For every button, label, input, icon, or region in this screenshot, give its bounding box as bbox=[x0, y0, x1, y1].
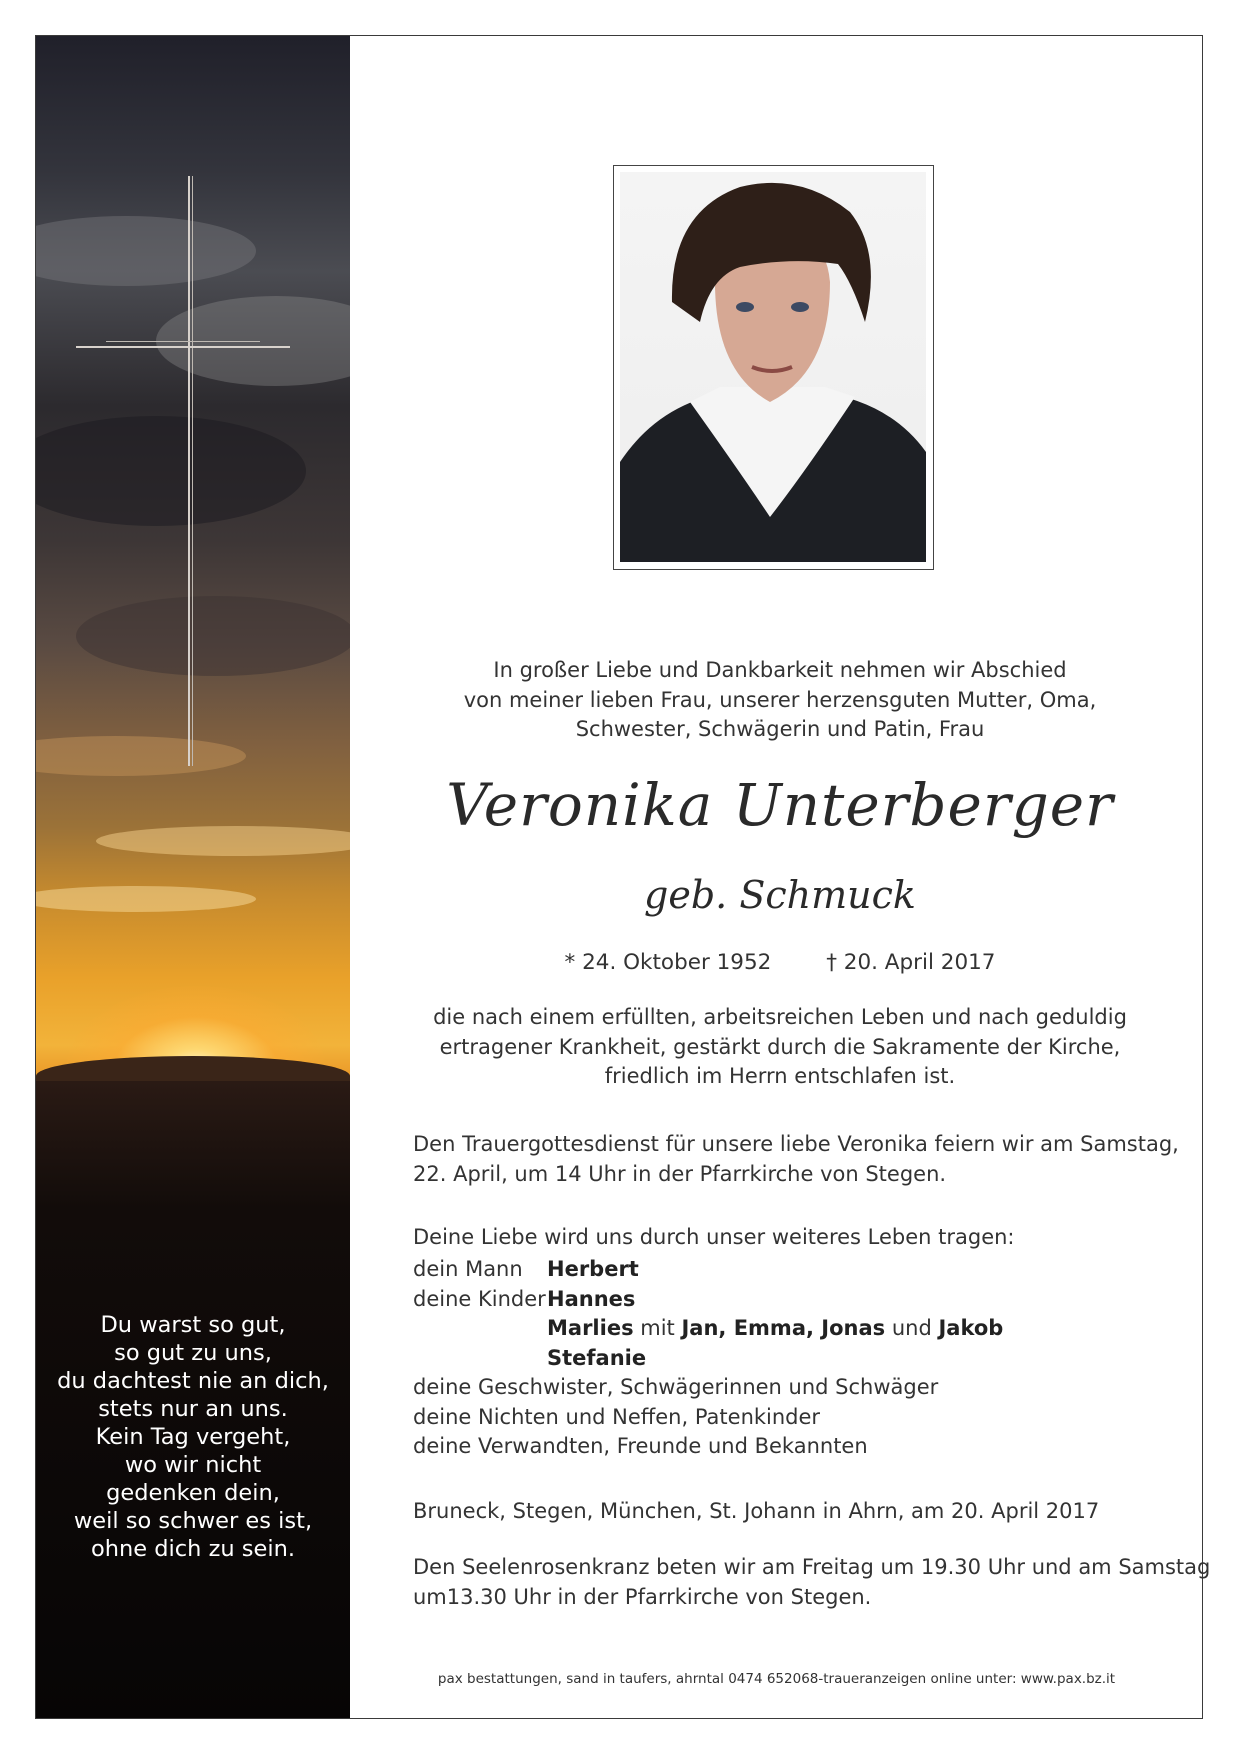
life-dates bbox=[380, 948, 1180, 978]
mourner-row: Marlies mit Jan, Emma, Jonas und Jakob bbox=[547, 1316, 1004, 1340]
poem-line: du dachtest nie an dich, bbox=[57, 1368, 329, 1394]
portrait-photo bbox=[620, 172, 926, 562]
poem-line: Kein Tag vergeht, bbox=[95, 1424, 291, 1450]
passing-text: die nach einem erfüllten, arbeitsreichen Leben und nach geduldig ertragener Krankheit, gestärkt durch die Sakramente der Kirche, friedlich im Herrn entschlafen ist. bbox=[433, 1005, 1127, 1088]
funeral-service-text: Den Trauergottesdienst für unsere liebe Veronika feiern wir am Samstag, 22. April, um 14 Uhr in der Pfarrkirche von Stegen. bbox=[413, 1132, 1179, 1186]
poem-line: ohne dich zu sein. bbox=[90, 1536, 296, 1562]
birth-name: geb. Schmuck bbox=[644, 873, 916, 917]
intro-text: In großer Liebe und Dankbarkeit nehmen wir Abschied von meiner lieben Frau, unserer herzensguten Mutter, Oma, Schwester, Schwägerin und Patin, Frau bbox=[463, 658, 1097, 741]
poem-line: weil so schwer es ist, bbox=[73, 1508, 313, 1534]
mourner-row: deine Geschwister, Schwägerinnen und Schwäger bbox=[413, 1375, 939, 1399]
poem-line: stets nur an uns. bbox=[98, 1396, 288, 1422]
rosary-text: Den Seelenrosenkranz beten wir am Freitag um 19.30 Uhr und am Samstag um13.30 Uhr in der Pfarrkirche von Stegen. bbox=[413, 1555, 1211, 1609]
mourner-row: deine KinderHannes bbox=[413, 1286, 636, 1311]
cross-icon bbox=[188, 176, 190, 766]
mourners-list bbox=[413, 1255, 1173, 1462]
sunset-image bbox=[36, 36, 350, 1718]
place-date: Bruneck, Stegen, München, St. Johann in Ahrn, am 20. April 2017 bbox=[413, 1499, 1100, 1523]
mourner-row: Stefanie bbox=[547, 1345, 647, 1370]
mourner-row: deine Verwandten, Freunde und Bekannten bbox=[413, 1434, 868, 1458]
love-line: Deine Liebe wird uns durch unser weiteres Leben tragen: bbox=[413, 1225, 1015, 1249]
portrait-frame bbox=[613, 165, 934, 570]
footer: pax bestattungen, sand in taufers, ahrntal 0474 652068-traueranzeigen online unter: www.pax.bz.it bbox=[437, 1671, 1116, 1687]
birth-date: * 24. Oktober 1952 bbox=[564, 950, 772, 975]
mourner-row: dein Mann Herbert bbox=[413, 1257, 639, 1281]
mourner-row: deine Nichten und Neffen, Patenkinder bbox=[413, 1404, 821, 1429]
death-date: † 20. April 2017 bbox=[826, 950, 996, 975]
poem-line: so gut zu uns, bbox=[114, 1340, 272, 1366]
poem-line: wo wir nicht bbox=[124, 1452, 262, 1478]
poem-line: gedenken dein, bbox=[106, 1480, 280, 1506]
poem bbox=[36, 1311, 350, 1563]
deceased-name: Veronika Unterberger bbox=[446, 771, 1114, 839]
poem-line: Du warst so gut, bbox=[100, 1312, 286, 1338]
